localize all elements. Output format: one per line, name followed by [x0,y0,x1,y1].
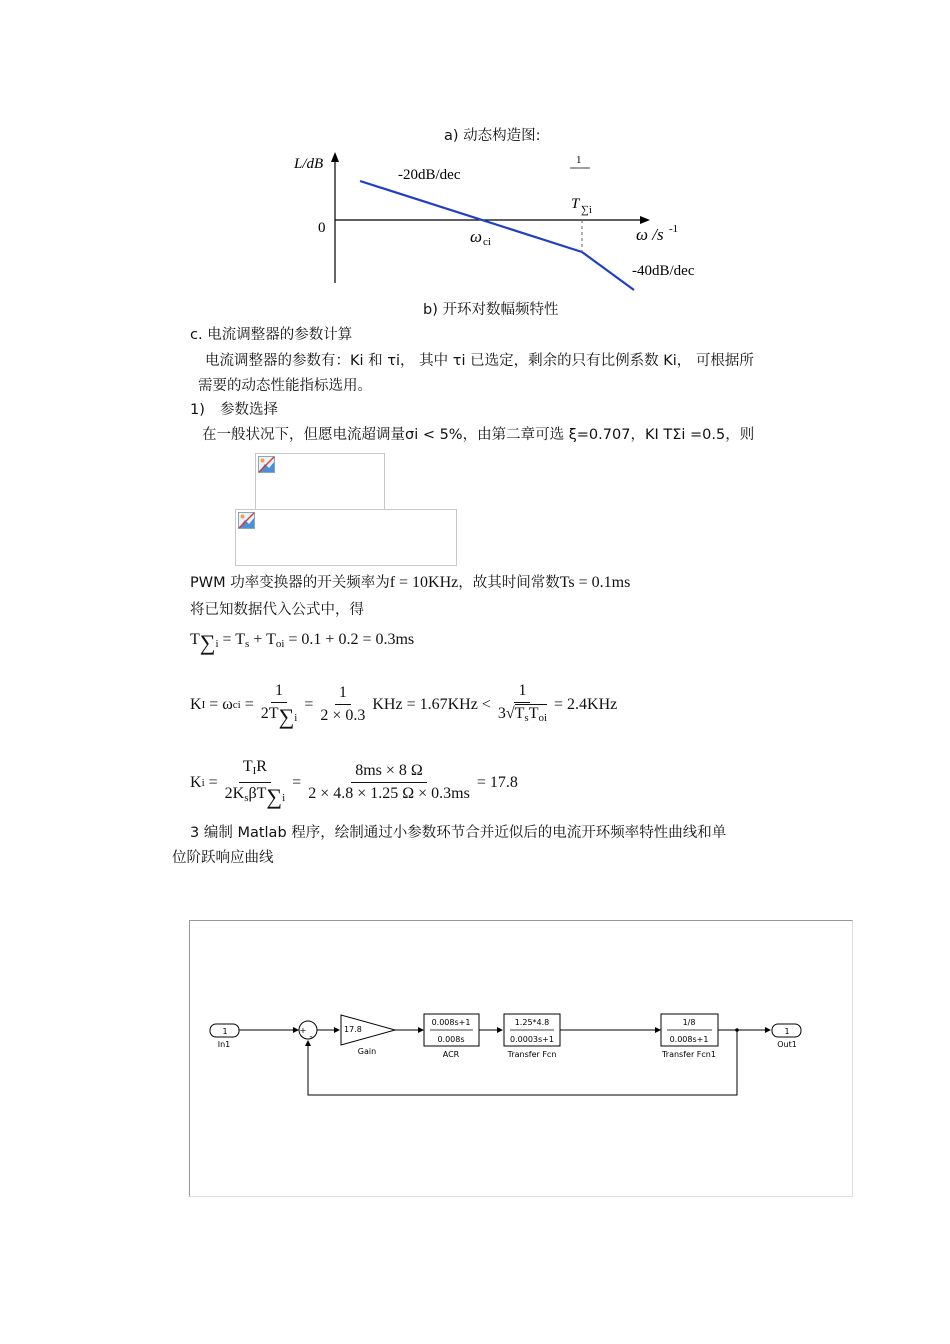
paragraph-params-line2: 需要的动态性能指标选用。 [198,378,372,394]
broken-image-icon [238,512,255,529]
simulink-diagram [190,921,852,1196]
transfer-fcn-numerator: 1.25*4.8 [514,1018,550,1027]
bode-x-arrow [640,216,650,224]
bode-y-arrow [331,152,339,162]
simulink-diagram-frame [189,920,853,1197]
bode-slope2-label: -40dB/dec [632,263,695,279]
bode-corner-label: T [571,196,580,212]
broken-image-placeholder [255,453,385,510]
transfer-fcn-label: Transfer Fcn [507,1050,557,1059]
sum-plus: + [299,1026,307,1035]
transfer-fcn-denominator: 0.0003s+1 [510,1035,554,1044]
acr-label: ACR [442,1050,460,1059]
equation-k-i: K I = ω ci = $\frac{1}{2T\sum_i}$ = $\frac{1}{2 \times 0.3}$ KHz = 1.67KHz < $\frac{1}{3√T_sT_{oi}}$ = 2.4KHz [190,682,618,729]
bode-slope2-line [582,252,634,290]
section-heading: c. 电流调整器的参数计算 [190,327,353,343]
equation-k-i-value: K i = $\frac{T_IR}{2K_s\beta T\sum_i}$ = $\frac{8ms \times 8 \Omega}{2 \times 4.8 \times 1.25 \Omega \times 0.3ms}$ = 17.8 [190,758,518,809]
pwm-text2: ，故其时间常数 [458,575,560,591]
broken-image-icon [258,456,275,473]
step-number: 1) [190,402,205,418]
gain-label: Gain [357,1047,377,1056]
substitute-text: 将已知数据代入公式中，得 [190,602,364,618]
bode-crossover-label: ω [470,227,483,246]
bode-slope1-label: -20dB/dec [398,167,461,183]
broken-image-placeholder [235,509,457,566]
gain-value: 17.8 [344,1025,362,1034]
out1-port-number: 1 [784,1027,790,1036]
paragraph-matlab-line2: 位阶跃响应曲线 [172,850,274,866]
pwm-line [190,572,630,593]
transfer-fcn1-numerator: 1/8 [682,1018,696,1027]
bode-corner-num: 1 [576,154,582,166]
sum-minus: - [309,1032,313,1042]
acr-denominator: 0.008s [437,1035,465,1044]
pwm-frequency: f = 10KHz [389,574,459,591]
figure-a-caption: a) 动态构造图: [444,128,541,144]
pwm-time-constant: Ts = 0.1ms [559,574,631,591]
paragraph-selection: 在一般状况下，但愿电流超调量σi < 5%，由第二章可选 ξ=0.707，KI TΣi =0.5，则 [202,427,755,443]
bode-zero-label: 0 [318,220,326,236]
transfer-fcn1-denominator: 0.008s+1 [669,1035,709,1044]
figure-b-caption: b) 开环对数幅频特性 [423,302,559,318]
transfer-fcn1-label: Transfer Fcn1 [662,1050,716,1059]
bode-plot [280,148,700,298]
in1-port-number: 1 [222,1027,228,1036]
paragraph-matlab: 3 编制 Matlab 程序，绘制通过小参数环节合并近似后的电流开环频率特性曲线和单 [190,825,727,841]
equation-t-sum: $T\sum_i = T_s + T_{oi} = 0.1 + 0.2 = 0.3ms$ [190,630,415,655]
paragraph-params: 电流调整器的参数有：Ki 和 τi， 其中 τi 已选定，剩余的只有比例系数 Ki， 可根据所 [205,353,754,369]
acr-numerator: 0.008s+1 [431,1018,471,1027]
out1-label: Out1 [777,1040,797,1049]
pwm-text1: PWM 功率变换器的开关频率为 [190,575,390,591]
in1-label: In1 [217,1040,231,1049]
bode-corner-sub: ∑i [581,204,592,216]
bode-x-exp: -1 [669,223,679,235]
bode-y-label: L/dB [294,156,324,172]
bode-x-label: ω /s [636,225,664,244]
bode-crossover-sub: ci [483,236,491,248]
step-title: 参数选择 [220,402,278,418]
